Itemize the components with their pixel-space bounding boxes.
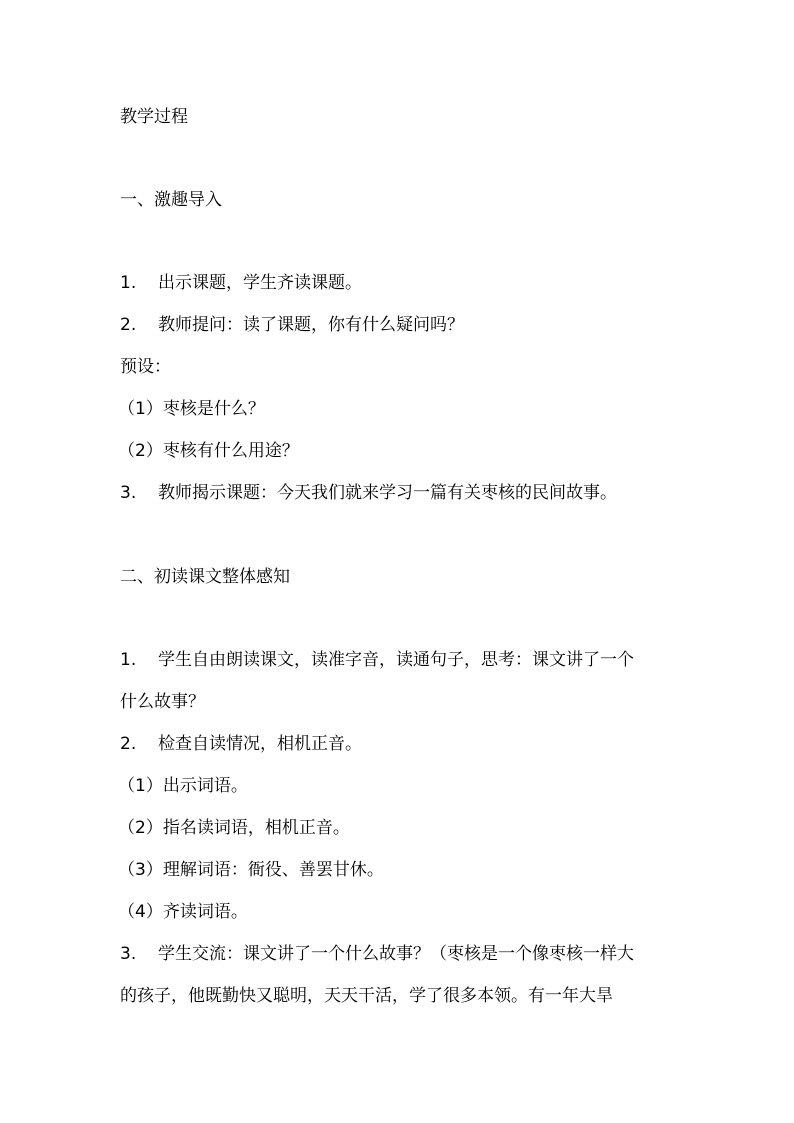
sub-item-2: （2）指名读词语，相机正音。: [118, 818, 350, 838]
sub-item-1: （1）出示词语。: [118, 776, 248, 796]
item-number: 3.: [120, 944, 137, 964]
item-number: 2.: [120, 734, 137, 754]
list-item-1-2: [120, 314, 680, 336]
item-text: 检查自读情况，相机正音。: [158, 734, 362, 754]
list-item-2-3: [120, 943, 680, 965]
item-number: 1.: [120, 650, 137, 670]
item-text: 教师揭示课题：今天我们就来学习一篇有关枣核的民间故事。: [158, 483, 617, 503]
item-text: 学生交流：课文讲了一个什么故事？（枣核是一个像枣核一样大: [158, 944, 634, 964]
section-heading-1: 一、激趣导入: [120, 190, 222, 210]
list-item-1-3: [120, 482, 680, 504]
list-item-2-1-continuation: 什么故事？: [120, 692, 205, 712]
item-number: 1.: [120, 273, 137, 293]
sub-item-3: （3）理解词语：衙役、善罢甘休。: [118, 860, 384, 880]
preset-item-2: （2）枣核有什么用途？: [118, 441, 299, 461]
section-heading-2: 二、初读课文整体感知: [120, 567, 290, 587]
sub-item-4: （4）齐读词语。: [118, 902, 248, 922]
list-item-1-1: [120, 272, 680, 294]
preset-item-1: （1）枣核是什么？: [118, 399, 265, 419]
list-item-2-2: [120, 733, 680, 755]
item-text: 学生自由朗读课文，读准字音，读通句子，思考：课文讲了一个: [158, 650, 634, 670]
item-text: 出示课题，学生齐读课题。: [158, 273, 362, 293]
item-number: 2.: [120, 315, 137, 335]
preset-label: 预设：: [120, 357, 171, 377]
item-text: 教师提问：读了课题，你有什么疑问吗？: [158, 315, 464, 335]
document-title: 教学过程: [120, 107, 188, 127]
list-item-2-1: [120, 649, 680, 671]
list-item-2-3-continuation: 的孩子，他既勤快又聪明，天天干活，学了很多本领。有一年大旱: [120, 986, 613, 1006]
item-number: 3.: [120, 483, 137, 503]
